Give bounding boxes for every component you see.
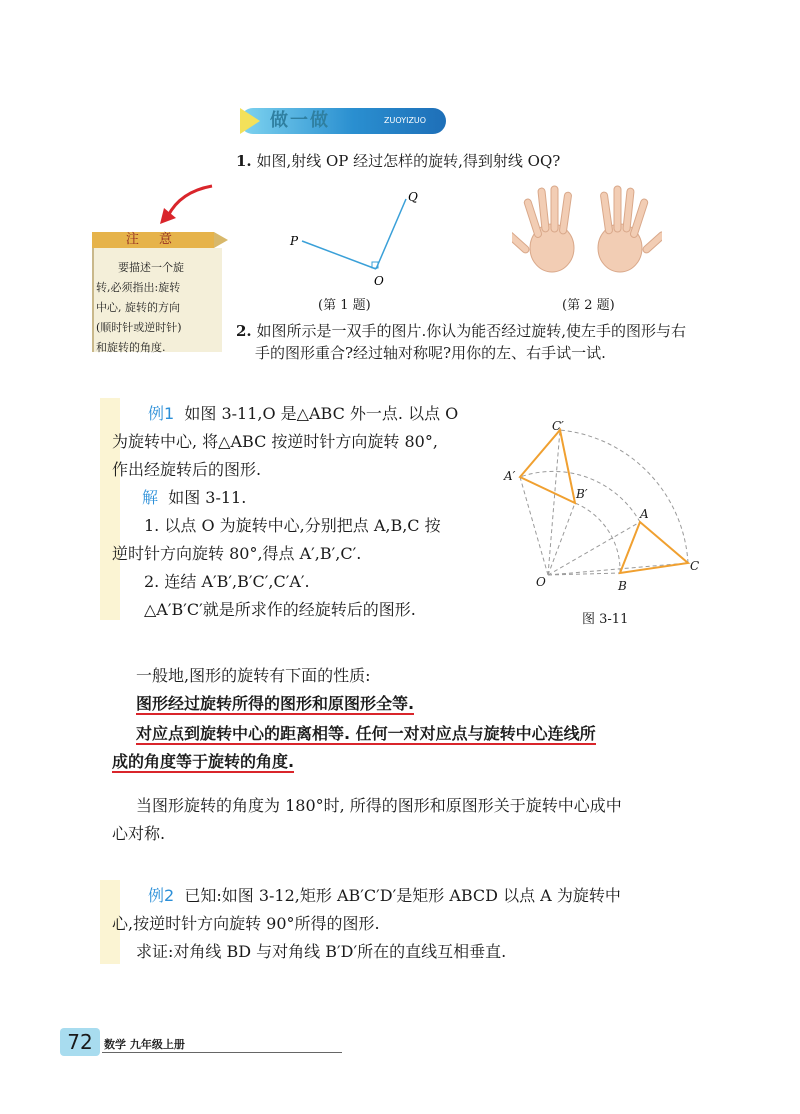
left-hand-icon (512, 186, 574, 272)
example-1-line-3: 作出经旋转后的图形. (112, 460, 262, 479)
question-2-number: 2. (236, 322, 252, 340)
ray-op (302, 241, 376, 269)
property-1 (136, 690, 414, 718)
play-arrow-icon (240, 108, 260, 134)
arc-b (575, 503, 620, 573)
step-2: 2. 连结 A′B′,B′C′,C′A′. (144, 572, 310, 591)
question-1-number: 1. (236, 152, 252, 170)
note-title: 注 意 (92, 232, 214, 248)
pencil-tip-icon (214, 232, 228, 248)
line-oa1 (520, 477, 548, 575)
book-title: 数学 九年级上册 (104, 1038, 185, 1051)
example-1-label: 例1 (148, 404, 175, 423)
label-c: C (690, 559, 700, 573)
figure-rays (280, 185, 440, 285)
figure-hands (512, 180, 662, 280)
label-o: O (374, 274, 384, 285)
note-line: 中心, 旋转的方向 (96, 301, 180, 314)
property-2-line-b: 成的角度等于旋转的角度. (112, 752, 295, 771)
line-oc1 (548, 430, 560, 575)
label-q: Q (408, 190, 418, 204)
page-number: 72 (60, 1028, 100, 1056)
step-1-line-a: 1. 以点 O 为旋转中心,分别把点 A,B,C 按 (144, 516, 441, 535)
label-a-prime: A′ (504, 469, 516, 483)
note-line: 要描述一个旋 (118, 261, 184, 274)
triangle-a1b1c1 (520, 430, 575, 503)
curved-arrow-icon (150, 180, 220, 230)
property-2 (112, 720, 712, 776)
note-line: (顺时针或逆时针) (96, 321, 182, 334)
question-2-line-1: 如图所示是一双手的图片.你认为能否经过旋转,使左手的图形与右 (256, 322, 686, 340)
banner-title: 做一做 (270, 110, 330, 131)
example-2 (112, 882, 712, 966)
central-symmetry (112, 792, 712, 848)
ray-oq (376, 199, 406, 269)
note-line: 和旋转的角度. (96, 341, 166, 354)
example-2-line-1: 已知:如图 3-12,矩形 AB′C′D′是矩形 ABCD 以点 A 为旋转中 (184, 886, 621, 905)
central-line-2: 心对称. (112, 824, 166, 843)
label-a: A (640, 507, 649, 521)
central-line-1: 当图形旋转的角度为 180°时, 所得的图形和原图形关于旋转中心成中 (136, 796, 622, 815)
label-b-prime: B′ (576, 487, 588, 501)
label-c-prime: C′ (552, 419, 564, 433)
step-1-line-b: 逆时针方向旋转 80°,得点 A′,B′,C′. (112, 544, 362, 563)
example-2-label: 例2 (148, 886, 175, 905)
label-p: P (290, 234, 299, 248)
banner-subtitle: ZUOYIZUO (384, 116, 427, 125)
figure-3-11 (500, 410, 710, 610)
example-1-line-2: 为旋转中心, 将△ABC 按逆时针方向旋转 80°, (112, 432, 438, 451)
figure-1-caption: (第 1 题) (318, 298, 371, 313)
label-o: O (536, 575, 546, 589)
solution-line: 如图 3-11. (168, 488, 247, 507)
question-1 (236, 150, 560, 172)
line-oa (548, 522, 640, 575)
example-2-line-3: 求证:对角线 BD 与对角线 B′D′所在的直线互相垂直. (136, 942, 507, 961)
note-text (96, 258, 214, 358)
figure-3-11-caption: 图 3-11 (582, 612, 629, 627)
right-hand-icon (598, 186, 662, 272)
solution-label: 解 (142, 488, 159, 507)
construction-lines (520, 430, 688, 575)
example-1 (112, 400, 512, 624)
note-line: 转,必须指出:旋转 (96, 281, 181, 294)
figure-2-caption: (第 2 题) (562, 298, 615, 313)
footer-rule (102, 1052, 342, 1053)
question-2-line-2: 手的图形重合?经过轴对称呢?用你的左、右手试一试. (255, 344, 606, 362)
property-2-line-a: 对应点到旋转中心的距离相等. 任何一对对应点与旋转中心连线所 (136, 724, 596, 743)
property-intro: 一般地,图形的旋转有下面的性质: (136, 666, 371, 685)
example-1-line-1: 如图 3-11,O 是△ABC 外一点. 以点 O (184, 404, 459, 423)
triangle-abc (620, 522, 688, 573)
question-2 (236, 320, 686, 364)
property-1-text: 图形经过旋转所得的图形和原图形全等. (136, 694, 415, 713)
label-b: B (618, 579, 627, 593)
question-1-text: 如图,射线 OP 经过怎样的旋转,得到射线 OQ? (256, 152, 561, 170)
conclusion: △A′B′C′就是所求作的经旋转后的图形. (144, 600, 416, 619)
example-2-line-2: 心,按逆时针方向旋转 90°所得的图形. (112, 914, 380, 933)
line-ob1 (548, 503, 575, 575)
